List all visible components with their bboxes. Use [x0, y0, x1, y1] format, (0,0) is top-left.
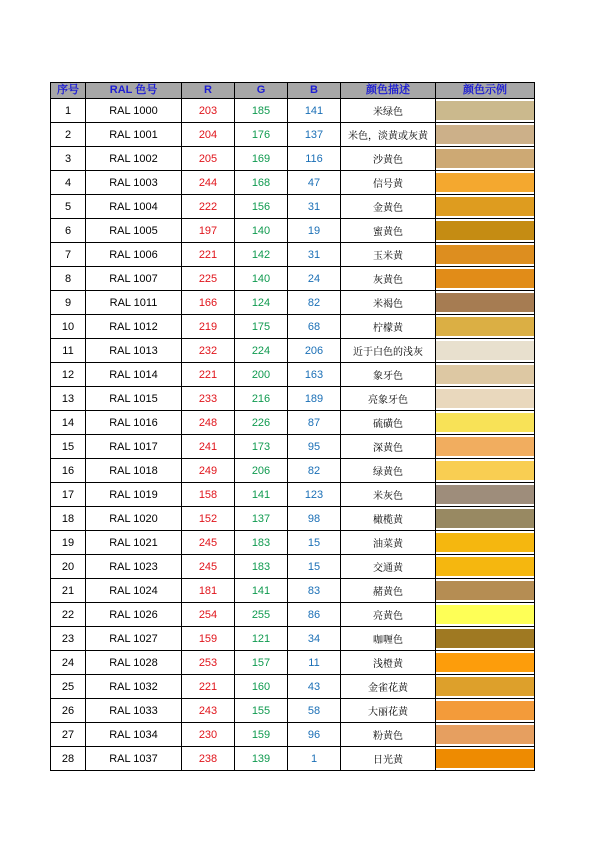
color-swatch [436, 605, 534, 624]
cell-ral-code: RAL 1003 [86, 171, 182, 195]
color-swatch [436, 173, 534, 192]
color-swatch [436, 437, 534, 456]
cell-color-description: 硫磺色 [341, 411, 436, 435]
cell-color-description: 米色，淡黄或灰黄 [341, 123, 436, 147]
cell-g-value: 142 [235, 243, 288, 267]
header-g: G [235, 83, 288, 99]
cell-color-sample [436, 459, 535, 483]
cell-color-description: 沙黄色 [341, 147, 436, 171]
ral-color-table [50, 82, 535, 771]
cell-b-value: 123 [288, 483, 341, 507]
cell-b-value: 11 [288, 651, 341, 675]
table-row [51, 315, 535, 339]
cell-b-value: 137 [288, 123, 341, 147]
cell-color-description: 柠檬黄 [341, 315, 436, 339]
cell-color-description: 金雀花黄 [341, 675, 436, 699]
cell-g-value: 140 [235, 267, 288, 291]
cell-index: 1 [51, 99, 86, 123]
table-header [51, 83, 535, 99]
cell-r-value: 230 [182, 723, 235, 747]
cell-color-description: 咖喱色 [341, 627, 436, 651]
cell-g-value: 176 [235, 123, 288, 147]
cell-index: 9 [51, 291, 86, 315]
cell-ral-code: RAL 1017 [86, 435, 182, 459]
cell-ral-code: RAL 1007 [86, 267, 182, 291]
cell-b-value: 19 [288, 219, 341, 243]
cell-index: 16 [51, 459, 86, 483]
cell-color-description: 油菜黄 [341, 531, 436, 555]
cell-g-value: 169 [235, 147, 288, 171]
cell-color-sample [436, 603, 535, 627]
cell-b-value: 86 [288, 603, 341, 627]
cell-b-value: 15 [288, 531, 341, 555]
cell-g-value: 141 [235, 483, 288, 507]
table-row [51, 195, 535, 219]
cell-color-description: 米褐色 [341, 291, 436, 315]
cell-index: 14 [51, 411, 86, 435]
cell-r-value: 222 [182, 195, 235, 219]
cell-b-value: 31 [288, 243, 341, 267]
cell-r-value: 204 [182, 123, 235, 147]
cell-color-description: 米灰色 [341, 483, 436, 507]
cell-r-value: 232 [182, 339, 235, 363]
cell-ral-code: RAL 1000 [86, 99, 182, 123]
cell-color-sample [436, 483, 535, 507]
cell-index: 17 [51, 483, 86, 507]
cell-color-sample [436, 243, 535, 267]
table-row [51, 699, 535, 723]
cell-ral-code: RAL 1026 [86, 603, 182, 627]
table-row [51, 171, 535, 195]
cell-g-value: 185 [235, 99, 288, 123]
table-row [51, 363, 535, 387]
cell-color-sample [436, 723, 535, 747]
cell-r-value: 152 [182, 507, 235, 531]
cell-b-value: 34 [288, 627, 341, 651]
cell-g-value: 139 [235, 747, 288, 771]
cell-color-sample [436, 435, 535, 459]
cell-color-sample [436, 411, 535, 435]
cell-b-value: 15 [288, 555, 341, 579]
cell-r-value: 243 [182, 699, 235, 723]
cell-r-value: 205 [182, 147, 235, 171]
cell-b-value: 141 [288, 99, 341, 123]
cell-r-value: 249 [182, 459, 235, 483]
cell-index: 21 [51, 579, 86, 603]
table-row [51, 579, 535, 603]
table-row [51, 531, 535, 555]
cell-b-value: 206 [288, 339, 341, 363]
cell-g-value: 216 [235, 387, 288, 411]
cell-b-value: 1 [288, 747, 341, 771]
cell-r-value: 254 [182, 603, 235, 627]
cell-b-value: 82 [288, 459, 341, 483]
cell-ral-code: RAL 1037 [86, 747, 182, 771]
cell-b-value: 98 [288, 507, 341, 531]
table-row [51, 747, 535, 771]
cell-b-value: 116 [288, 147, 341, 171]
table-row [51, 123, 535, 147]
cell-color-description: 交通黄 [341, 555, 436, 579]
cell-g-value: 226 [235, 411, 288, 435]
cell-index: 5 [51, 195, 86, 219]
cell-color-description: 绿黄色 [341, 459, 436, 483]
cell-index: 26 [51, 699, 86, 723]
cell-color-sample [436, 579, 535, 603]
color-swatch [436, 749, 534, 768]
cell-b-value: 31 [288, 195, 341, 219]
cell-color-sample [436, 267, 535, 291]
cell-g-value: 157 [235, 651, 288, 675]
cell-color-sample [436, 507, 535, 531]
table-row [51, 219, 535, 243]
cell-index: 4 [51, 171, 86, 195]
cell-g-value: 183 [235, 555, 288, 579]
header-r: R [182, 83, 235, 99]
cell-index: 11 [51, 339, 86, 363]
cell-b-value: 47 [288, 171, 341, 195]
cell-color-description: 浅橙黄 [341, 651, 436, 675]
cell-ral-code: RAL 1002 [86, 147, 182, 171]
cell-color-sample [436, 675, 535, 699]
table-row [51, 555, 535, 579]
cell-color-sample [436, 555, 535, 579]
cell-b-value: 83 [288, 579, 341, 603]
cell-color-description: 粉黄色 [341, 723, 436, 747]
cell-color-sample [436, 387, 535, 411]
header-description: 颜色描述 [341, 83, 436, 99]
color-swatch [436, 149, 534, 168]
cell-color-description: 赭黄色 [341, 579, 436, 603]
cell-r-value: 221 [182, 675, 235, 699]
cell-color-sample [436, 195, 535, 219]
color-swatch [436, 557, 534, 576]
cell-g-value: 173 [235, 435, 288, 459]
cell-g-value: 140 [235, 219, 288, 243]
table-row [51, 627, 535, 651]
color-swatch [436, 701, 534, 720]
cell-ral-code: RAL 1019 [86, 483, 182, 507]
cell-color-sample [436, 171, 535, 195]
cell-b-value: 95 [288, 435, 341, 459]
color-swatch [436, 341, 534, 360]
cell-g-value: 141 [235, 579, 288, 603]
cell-r-value: 203 [182, 99, 235, 123]
cell-r-value: 166 [182, 291, 235, 315]
cell-index: 20 [51, 555, 86, 579]
cell-color-description: 亮象牙色 [341, 387, 436, 411]
table-row [51, 243, 535, 267]
cell-color-description: 日光黄 [341, 747, 436, 771]
cell-g-value: 175 [235, 315, 288, 339]
cell-index: 12 [51, 363, 86, 387]
cell-ral-code: RAL 1006 [86, 243, 182, 267]
table-row [51, 147, 535, 171]
table-row [51, 651, 535, 675]
cell-index: 6 [51, 219, 86, 243]
cell-ral-code: RAL 1012 [86, 315, 182, 339]
cell-ral-code: RAL 1016 [86, 411, 182, 435]
cell-index: 19 [51, 531, 86, 555]
cell-r-value: 197 [182, 219, 235, 243]
cell-color-sample [436, 147, 535, 171]
cell-color-sample [436, 363, 535, 387]
cell-color-description: 玉米黄 [341, 243, 436, 267]
cell-g-value: 155 [235, 699, 288, 723]
header-row [51, 83, 535, 99]
color-swatch [436, 365, 534, 384]
cell-ral-code: RAL 1021 [86, 531, 182, 555]
color-swatch [436, 317, 534, 336]
cell-b-value: 82 [288, 291, 341, 315]
cell-color-sample [436, 339, 535, 363]
color-swatch [436, 581, 534, 600]
cell-b-value: 58 [288, 699, 341, 723]
cell-r-value: 245 [182, 531, 235, 555]
cell-r-value: 225 [182, 267, 235, 291]
table-row [51, 435, 535, 459]
cell-ral-code: RAL 1024 [86, 579, 182, 603]
table-row [51, 387, 535, 411]
cell-g-value: 156 [235, 195, 288, 219]
cell-color-description: 亮黄色 [341, 603, 436, 627]
table-row [51, 675, 535, 699]
cell-color-description: 金黄色 [341, 195, 436, 219]
cell-color-description: 蜜黄色 [341, 219, 436, 243]
cell-r-value: 238 [182, 747, 235, 771]
table-row [51, 411, 535, 435]
cell-b-value: 189 [288, 387, 341, 411]
cell-r-value: 245 [182, 555, 235, 579]
color-swatch [436, 725, 534, 744]
cell-color-sample [436, 291, 535, 315]
cell-r-value: 159 [182, 627, 235, 651]
cell-g-value: 124 [235, 291, 288, 315]
cell-g-value: 183 [235, 531, 288, 555]
table-row [51, 339, 535, 363]
cell-color-sample [436, 219, 535, 243]
cell-g-value: 200 [235, 363, 288, 387]
cell-g-value: 168 [235, 171, 288, 195]
cell-r-value: 253 [182, 651, 235, 675]
cell-b-value: 87 [288, 411, 341, 435]
cell-color-description: 大丽花黄 [341, 699, 436, 723]
color-swatch [436, 485, 534, 504]
header-sample: 颜色示例 [436, 83, 535, 99]
cell-r-value: 221 [182, 243, 235, 267]
color-swatch [436, 245, 534, 264]
cell-index: 18 [51, 507, 86, 531]
cell-color-sample [436, 627, 535, 651]
cell-r-value: 219 [182, 315, 235, 339]
cell-ral-code: RAL 1020 [86, 507, 182, 531]
cell-ral-code: RAL 1032 [86, 675, 182, 699]
cell-index: 24 [51, 651, 86, 675]
color-swatch [436, 269, 534, 288]
cell-ral-code: RAL 1023 [86, 555, 182, 579]
cell-index: 23 [51, 627, 86, 651]
table-row [51, 99, 535, 123]
header-index: 序号 [51, 83, 86, 99]
color-swatch [436, 461, 534, 480]
table-row [51, 291, 535, 315]
cell-b-value: 24 [288, 267, 341, 291]
color-swatch [436, 389, 534, 408]
cell-index: 22 [51, 603, 86, 627]
cell-g-value: 224 [235, 339, 288, 363]
table-row [51, 723, 535, 747]
cell-g-value: 160 [235, 675, 288, 699]
cell-color-description: 灰黄色 [341, 267, 436, 291]
cell-color-sample [436, 99, 535, 123]
table-row [51, 483, 535, 507]
cell-index: 15 [51, 435, 86, 459]
cell-ral-code: RAL 1004 [86, 195, 182, 219]
cell-g-value: 121 [235, 627, 288, 651]
cell-b-value: 43 [288, 675, 341, 699]
cell-index: 8 [51, 267, 86, 291]
cell-color-description: 深黄色 [341, 435, 436, 459]
cell-r-value: 244 [182, 171, 235, 195]
color-swatch [436, 197, 534, 216]
cell-color-sample [436, 651, 535, 675]
cell-g-value: 137 [235, 507, 288, 531]
cell-index: 13 [51, 387, 86, 411]
cell-r-value: 221 [182, 363, 235, 387]
color-swatch [436, 101, 534, 120]
cell-b-value: 68 [288, 315, 341, 339]
cell-r-value: 181 [182, 579, 235, 603]
cell-ral-code: RAL 1001 [86, 123, 182, 147]
cell-color-description: 米绿色 [341, 99, 436, 123]
cell-color-description: 橄榄黄 [341, 507, 436, 531]
cell-color-sample [436, 747, 535, 771]
cell-color-sample [436, 699, 535, 723]
header-b: B [288, 83, 341, 99]
cell-color-sample [436, 315, 535, 339]
cell-ral-code: RAL 1033 [86, 699, 182, 723]
cell-color-description: 信号黄 [341, 171, 436, 195]
color-swatch [436, 509, 534, 528]
cell-index: 2 [51, 123, 86, 147]
cell-color-sample [436, 531, 535, 555]
cell-ral-code: RAL 1013 [86, 339, 182, 363]
cell-g-value: 255 [235, 603, 288, 627]
cell-ral-code: RAL 1027 [86, 627, 182, 651]
color-swatch [436, 677, 534, 696]
cell-r-value: 158 [182, 483, 235, 507]
color-swatch [436, 125, 534, 144]
color-swatch [436, 413, 534, 432]
cell-ral-code: RAL 1011 [86, 291, 182, 315]
cell-color-description: 近于白色的浅灰 [341, 339, 436, 363]
cell-b-value: 163 [288, 363, 341, 387]
table-row [51, 267, 535, 291]
cell-g-value: 206 [235, 459, 288, 483]
table-row [51, 603, 535, 627]
cell-r-value: 233 [182, 387, 235, 411]
color-swatch [436, 653, 534, 672]
table-row [51, 459, 535, 483]
color-swatch [436, 221, 534, 240]
cell-r-value: 241 [182, 435, 235, 459]
cell-r-value: 248 [182, 411, 235, 435]
color-swatch [436, 293, 534, 312]
cell-g-value: 159 [235, 723, 288, 747]
cell-ral-code: RAL 1014 [86, 363, 182, 387]
color-swatch [436, 533, 534, 552]
cell-index: 7 [51, 243, 86, 267]
cell-index: 3 [51, 147, 86, 171]
cell-ral-code: RAL 1015 [86, 387, 182, 411]
cell-index: 27 [51, 723, 86, 747]
table-body [51, 99, 535, 771]
color-swatch [436, 629, 534, 648]
cell-b-value: 96 [288, 723, 341, 747]
cell-index: 10 [51, 315, 86, 339]
cell-color-description: 象牙色 [341, 363, 436, 387]
cell-index: 25 [51, 675, 86, 699]
cell-ral-code: RAL 1005 [86, 219, 182, 243]
cell-ral-code: RAL 1034 [86, 723, 182, 747]
header-ral-code: RAL 色号 [86, 83, 182, 99]
table-row [51, 507, 535, 531]
cell-ral-code: RAL 1018 [86, 459, 182, 483]
cell-color-sample [436, 123, 535, 147]
cell-index: 28 [51, 747, 86, 771]
cell-ral-code: RAL 1028 [86, 651, 182, 675]
